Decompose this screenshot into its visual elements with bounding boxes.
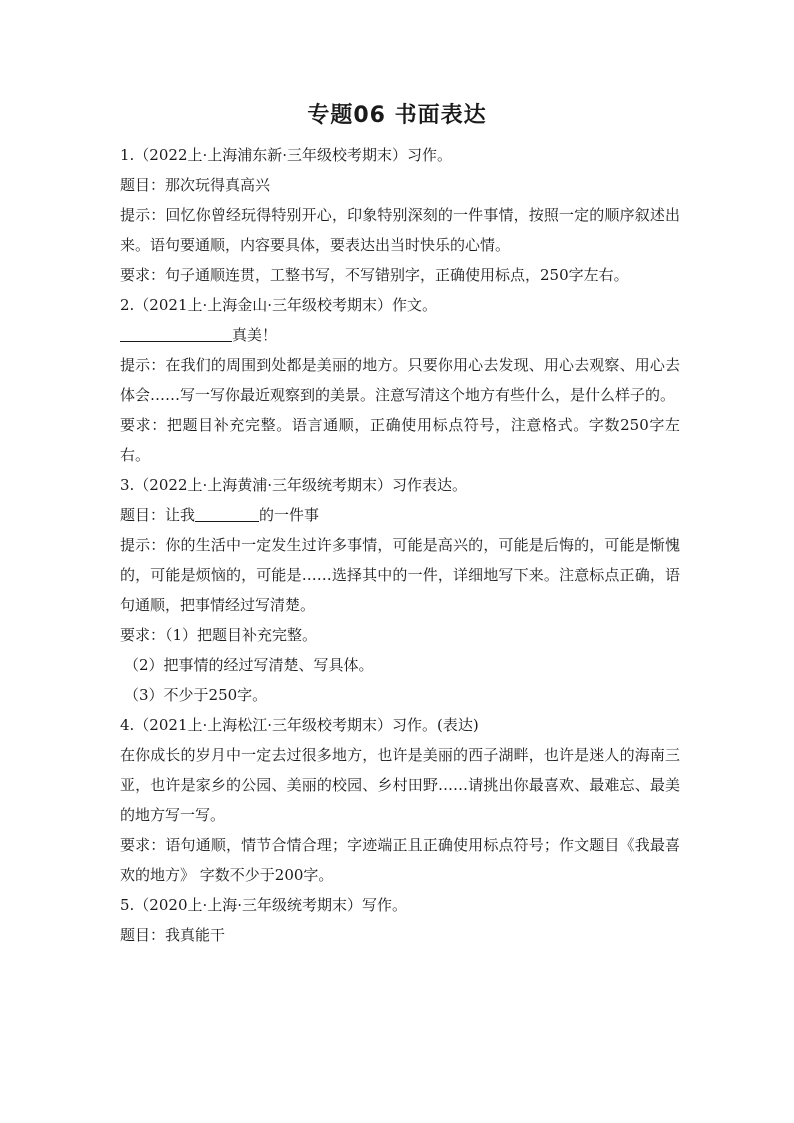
question-3-heading: 3.（2022上·上海黄浦·三年级统考期末）习作表达。 <box>120 476 468 494</box>
question-3-requirement-3: （3）不少于250字。 <box>124 686 268 704</box>
question-2-heading: 2.（2021上·上海金山·三年级校考期末）作文。 <box>120 296 438 314</box>
question-2-hint: 提示：在我们的周围到处都是美丽的地方。只要你用心去发现、用心去观察、用心去体会……写一写你最近观察到的美景。注意写清这个地方有些什么，是什么样子的。 <box>120 356 680 404</box>
question-3-requirement-2: （2）把事情的经过写清楚、写具体。 <box>124 656 374 674</box>
question-4-heading: 4.（2021上·上海松江·三年级校考期末）习作。(表达) <box>120 716 479 734</box>
question-1-heading: 1.（2022上·上海浦东新·三年级校考期末）习作。 <box>120 146 453 164</box>
question-3-hint: 提示：你的生活中一定发生过许多事情，可能是高兴的，可能是后悔的，可能是惭愧的，可能是烦恼的，可能是……选择其中的一件，详细地写下来。注意标点正确，语句通顺，把事情经过写清楚。 <box>120 536 680 614</box>
question-3-topic <box>120 500 680 530</box>
fill-in-blank <box>195 503 259 522</box>
page-title: 专题06 书面表达 <box>307 103 487 128</box>
fill-in-blank <box>120 323 232 342</box>
question-1-topic: 题目：那次玩得真高兴 <box>120 176 271 194</box>
question-3-topic-prefix: 题目：让我 <box>120 506 196 524</box>
question-5-topic: 题目：我真能干 <box>120 926 226 944</box>
question-1-hint: 提示：回忆你曾经玩得特别开心，印象特别深刻的一件事情，按照一定的顺序叙述出来。语句要通顺，内容要具体，要表达出当时快乐的心情。 <box>120 206 680 254</box>
question-1-requirement: 要求：句子通顺连贯，工整书写，不写错别字，正确使用标点，250字左右。 <box>120 266 629 284</box>
document-body <box>120 140 680 950</box>
question-3-topic-suffix: 的一件事 <box>259 506 320 524</box>
question-2-requirement: 要求：把题目补充完整。语言通顺，正确使用标点符号，注意格式。字数250字左右。 <box>120 416 680 464</box>
question-4-body: 在你成长的岁月中一定去过很多地方，也许是美丽的西子湖畔，也许是迷人的海南三亚，也许是家乡的公园、美丽的校园、乡村田野……请挑出你最喜欢、最难忘、最美的地方写一写。 <box>120 746 680 824</box>
question-3-requirement-1: 要求：（1）把题目补充完整。 <box>120 626 318 644</box>
question-4-requirement: 要求：语句通顺，情节合情合理；字迹端正且正确使用标点符号；作文题目《我最喜欢的地方》 字数不少于200字。 <box>120 836 680 884</box>
question-2-topic <box>120 320 680 350</box>
question-2-topic-suffix: 真美！ <box>232 326 278 344</box>
question-5-heading: 5.（2020上·上海·三年级统考期末）写作。 <box>120 896 408 914</box>
